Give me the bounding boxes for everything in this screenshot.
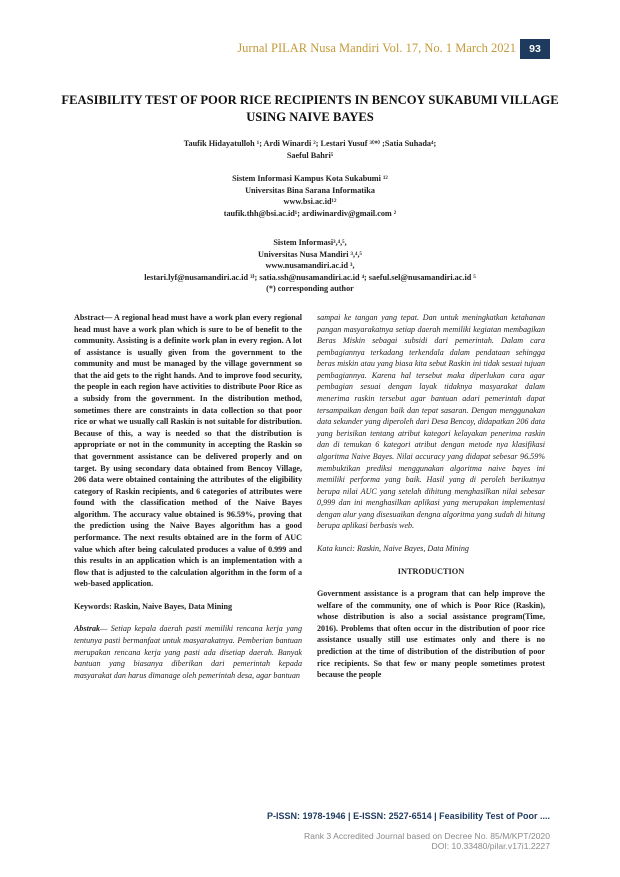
- left-column: [74, 312, 302, 681]
- footer-accreditation: Rank 3 Accredited Journal based on Decree No. 85/M/KPT/2020: [303, 831, 550, 841]
- affiliation-line: lestari.lyf@nusamandiri.ac.id ³⁾; satia.ssh@nusamandiri.ac.id ⁴; saeful.sel@nusamandiri.ac.id ⁵: [144, 272, 476, 282]
- abstrak-label: Abstrak: [74, 624, 101, 634]
- kata-kunci: Kata kunci: Raskin, Naive Bayes, Data Mining: [317, 543, 469, 553]
- paper-title: FEASIBILITY TEST OF POOR RICE RECIPIENTS IN BENCOY SUKABUMI VILLAGE USING NAIVE BAYES: [61, 93, 559, 124]
- abstrak-text: — Setiap kepala daerah pasti memiliki rencana kerja yang tentunya pasti bermanfaat untuk masyarakatnya. Pemberian bantuan merupakan rencana kerja yang pasti ada disetiap daerah. Banyak bantuan yang biasanya diberikan dari pemerintah kepada masyarakat dan harus dimanage oleh pemerintah desa, agar bantuan: [74, 624, 302, 680]
- journal-header: Jurnal PILAR Nusa Mandiri Vol. 17, No. 1 March 2021: [237, 41, 516, 55]
- affiliation-line: www.bsi.ac.id¹²: [283, 197, 337, 206]
- keywords-paragraph: [74, 601, 302, 613]
- abstrak-continuation: sampai ke tangan yang tepat. Dan untuk meningkatkan ketahanan pangan masyarakatnya setiap daerah memiliki kegiatan membagikan Beras Miskin sebagai subsidi dari pemerintah. Dalam cara pembagiannya terkadang terkendala dalam pendataan sehingga beras miskin atau yang biasa kita sebut Raskin ini tidak sesuai tujuan pembagiannya. Karena hal tersebut maka diperlukan cara agar pembagian sesuai dengan layak tidaknya masyarakat dalam menerima raskin tersebut agar bantuan adari pemerintah dapat tersampaikan dengan baik dan tepat sasaran. Dengan menggunakan data sekunder yang diperoleh dari Desa Bencoy, didapatkan 206 data yang berisikan tentang atribut kategori kelayakan penerima raskin dan di temukan 6 kategori atribut dengan metode nya klasifikasi algoritma Naive Bayes. Nilai accuracy yang didapat sebesar 96.59% membuktikan prediksi menggunakan algoritma naive bayes ini memiliki performa yang baik. Hasil yang di peroleh berikutnya berupa nilai AUC yang setelah dihitung menghasilkan nilai sebesar 0,999 dan ini menghasilkan aplikasi yang merupakan implementasi dengan alur yang disesuaikan dengna algoritma yang sudah di hitung berupa aplikasi berbasis web.: [317, 313, 545, 531]
- affiliation-line: Universitas Nusa Mandiri ³,⁴,⁵: [257, 249, 363, 259]
- introduction-heading: INTRODUCTION: [397, 566, 465, 576]
- affiliation-block-2: [40, 237, 580, 295]
- affiliation-block-1: [40, 173, 580, 219]
- affiliation-line: Sistem Informasi³,⁴,⁵,: [273, 238, 347, 247]
- keywords-text: : Raskin, Naive Bayes, Data Mining: [109, 601, 233, 611]
- keywords-label: Keywords: [74, 601, 110, 611]
- affiliation-line: www.nusamandiri.ac.id ³,: [265, 261, 355, 270]
- affiliation-line: Universitas Bina Sarana Informatika: [245, 185, 375, 195]
- abstract-text: — A regional head must have a work plan every regional head must have a work plan which is sure to be of benefit to the community. Assisting is a definite work plan in every region. A lot of assistance is usually given from the government to the community and must be managed by the village government so that the aid gets to the right hands. And to improve food security, the people in each region have activities to distribute Poor Rice as a subsidy from the government. In the distribution method, sometimes there are constraints in data collection so that poor rice or what we usually call Raskin is not suitable for distribution. Because of this, a way is needed so that the distribution is appropriate or not in the community in accepting the Raskin so that government assistance can be delivered properly and on target. By using secondary data obtained from Bencoy Village, 206 data were obtained containing the attributes of the eligibility category of Raskin recipients, and 6 categories of attributes were found with the classification method of the Naive Bayes algorithm. The accuracy value obtained is 96.59%, proving that the prediction using the Naive Bayes algorithm has a good performance. The next results obtained are in the form of AUC value which after being calculated produces a value of 0.999 and this results in an application which is an implementation with a flow that is adjusted to the calculation algorithm in the form of a web-based application.: [74, 313, 302, 589]
- footer-issn: P-ISSN: 1978-1946 | E-ISSN: 2527-6514 | Feasibility Test of Poor ....: [267, 811, 550, 821]
- footer-doi: DOI: 10.33480/pilar.v17i1.2227: [431, 841, 550, 851]
- affiliation-line: taufik.thh@bsi.ac.id¹; ardiwinardiv@gmail.com ²: [223, 208, 397, 218]
- abstrak-paragraph: [74, 623, 302, 681]
- page-number-badge: 93: [520, 39, 550, 59]
- affiliation-line: (*) corresponding author: [266, 284, 354, 293]
- right-column: [317, 312, 545, 681]
- abstract-label: Abstract: [74, 313, 105, 322]
- affiliation-line: Sistem Informasi Kampus Kota Sukabumi ¹²: [232, 174, 388, 183]
- author-line: Taufik Hidayatulloh ¹; Ardi Winardi ²; Lestari Yusuf ³⁽*⁾ ;Satia Suhada⁴;: [183, 139, 437, 148]
- introduction-text: Government assistance is a program that can help improve the welfare of the community, one of which is Poor Rice (Raskin), whose distribution is also a social assistance program(Time, 2016). Problems that often occur in the distribution of poor rice assistance usually still use estimates only and there is no prediction at the time of distribution of the distribution of poor rice recipients. So that few or many people sometimes protest because the people: [317, 589, 545, 680]
- author-line: Saeful Bahri⁵: [286, 150, 334, 160]
- abstract-paragraph: [74, 312, 302, 590]
- page-footer: [267, 811, 550, 851]
- author-list: [40, 138, 580, 161]
